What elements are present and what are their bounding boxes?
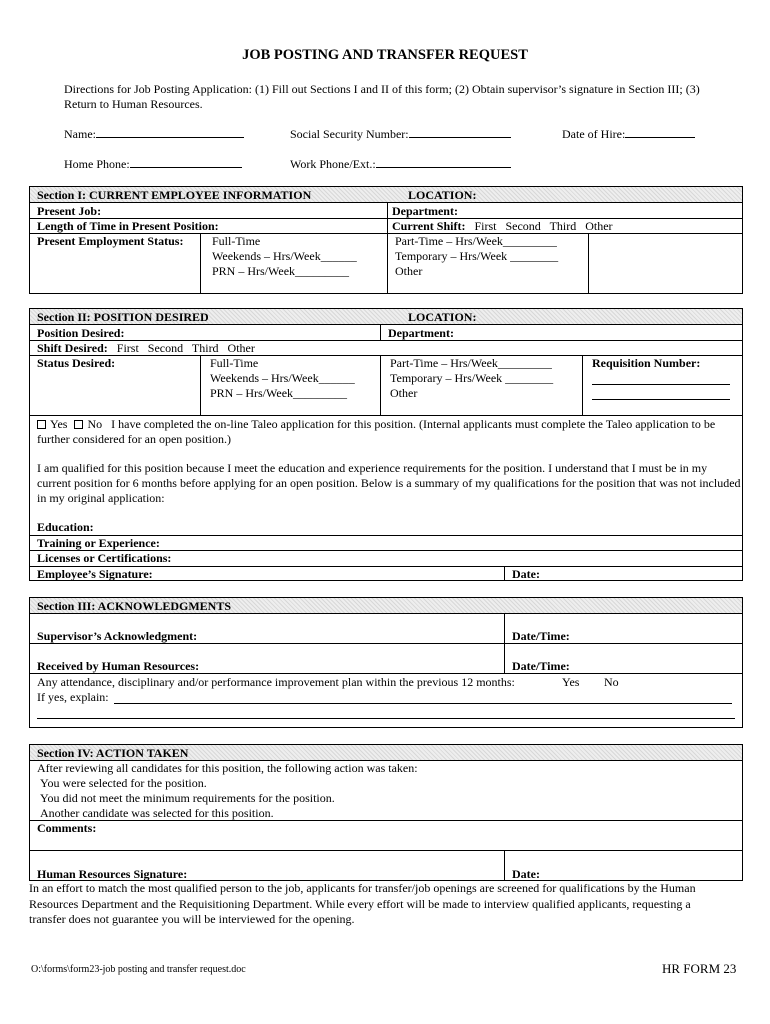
employee-signature-label: Employee’s Signature:	[37, 567, 153, 581]
status-desired-label: Status Desired:	[37, 356, 116, 370]
status-weekends[interactable]: Weekends – Hrs/Week______	[212, 249, 357, 263]
position-desired-label: Position Desired:	[37, 326, 125, 340]
section-1-title: Section I: CURRENT EMPLOYEE INFORMATION	[37, 188, 312, 202]
requisition-line-1[interactable]	[592, 384, 730, 385]
date-of-hire-field[interactable]	[562, 127, 695, 142]
comments-label: Comments:	[37, 821, 97, 835]
current-shift-row[interactable]: Current Shift: First Second Third Other	[392, 219, 613, 233]
section-2-department-label: Department:	[388, 326, 454, 340]
status-temporary[interactable]: Temporary – Hrs/Week ________	[395, 249, 559, 263]
taleo-yes-label: Yes	[50, 417, 68, 431]
supervisor-ack-label: Supervisor’s Acknowledgment:	[37, 629, 198, 643]
file-path: O:\forms\form23-job posting and transfer request.doc	[31, 964, 246, 975]
present-status-label: Present Employment Status:	[37, 234, 184, 248]
section-1-box	[29, 186, 743, 294]
home-phone-field[interactable]	[64, 157, 242, 172]
footer-note: In an effort to match the most qualified person to the job, applicants for transfer/job openings are screened for qualifications by the Human Resources Department and the Requisitioning Department. While every effort will be made to interview qualified applicants, requesting a transfer does not guarantee you will be interviewed for the opening.	[29, 881, 696, 926]
training-label: Training or Experience:	[37, 536, 160, 550]
home-phone-label: Home Phone:	[64, 157, 130, 171]
status-full-time[interactable]: Full-Time	[212, 234, 261, 248]
desired-temporary[interactable]: Temporary – Hrs/Week ________	[390, 371, 554, 385]
shift-desired-row[interactable]: Shift Desired: First Second Third Other	[37, 341, 255, 355]
taleo-statement	[37, 417, 737, 447]
section-2-title: Section II: POSITION DESIRED	[37, 310, 209, 324]
supervisor-datetime-label: Date/Time:	[512, 629, 570, 643]
employee-date-label: Date:	[512, 567, 540, 581]
action-option-not-met[interactable]: You did not meet the minimum requirements for the position.	[40, 791, 335, 805]
section-1-department-label: Department:	[392, 204, 458, 218]
section-4-title: Section IV: ACTION TAKEN	[37, 746, 189, 760]
desired-other[interactable]: Other	[390, 386, 418, 400]
taleo-no-checkbox[interactable]	[74, 420, 83, 429]
present-job-label: Present Job:	[37, 204, 102, 218]
desired-full-time[interactable]: Full-Time	[210, 356, 259, 370]
explain-line-2[interactable]	[37, 718, 735, 719]
date-of-hire-label: Date of Hire:	[562, 127, 626, 141]
form-number: HR FORM 23	[662, 961, 737, 976]
section-1-location: LOCATION:	[408, 188, 477, 202]
work-phone-label: Work Phone/Ext.:	[290, 157, 376, 171]
taleo-text: I have completed the on-line Taleo application for this position. (Internal applicants must complete the Taleo application to be further considered for an open position.)	[37, 417, 716, 446]
education-label: Education:	[37, 520, 94, 534]
attendance-no[interactable]: No	[604, 675, 619, 689]
ssn-field[interactable]	[290, 127, 511, 142]
length-of-time-label: Length of Time in Present Position:	[37, 219, 219, 233]
directions-text: Directions for Job Posting Application: (1) Fill out Sections I and II of this form; (2) Obtain supervisor’s signature in Section III; (3) Return to Human Resources.	[64, 82, 700, 111]
form-title: JOB POSTING AND TRANSFER REQUEST	[242, 47, 528, 63]
licenses-label: Licenses or Certifications:	[37, 551, 172, 565]
taleo-no-label: No	[87, 417, 103, 431]
shift-desired-options: First Second Third Other	[116, 341, 255, 355]
explain-line-1[interactable]	[114, 703, 732, 704]
hr-signature-date-label: Date:	[512, 867, 540, 881]
action-option-selected[interactable]: You were selected for the position.	[40, 776, 207, 790]
hr-signature-label: Human Resources Signature:	[37, 867, 188, 881]
section-2-box	[29, 308, 743, 581]
attendance-question: Any attendance, disciplinary and/or performance improvement plan within the previous 12 months:	[37, 675, 515, 689]
status-part-time[interactable]: Part-Time – Hrs/Week_________	[395, 234, 557, 248]
name-label: Name:	[64, 127, 96, 141]
current-shift-options: First Second Third Other	[474, 219, 613, 233]
attendance-yes[interactable]: Yes	[562, 675, 580, 689]
work-phone-field[interactable]	[290, 157, 511, 172]
requisition-number-label: Requisition Number:	[592, 356, 701, 370]
status-other[interactable]: Other	[395, 264, 423, 278]
ssn-label: Social Security Number:	[290, 127, 409, 141]
desired-part-time[interactable]: Part-Time – Hrs/Week_________	[390, 356, 552, 370]
desired-weekends[interactable]: Weekends – Hrs/Week______	[210, 371, 355, 385]
desired-prn[interactable]: PRN – Hrs/Week_________	[210, 386, 348, 400]
section-3-box	[29, 597, 743, 728]
section-3-title: Section III: ACKNOWLEDGMENTS	[37, 599, 232, 613]
qualified-statement: I am qualified for this position because I meet the education and experience requirements for the position. I understand that I must be in my current position for 6 months before applying for an open position. Below is a summary of my qualifications for the position that was not included in my original application:	[37, 461, 741, 505]
name-field[interactable]	[64, 127, 244, 142]
requisition-line-2[interactable]	[592, 399, 730, 400]
action-intro: After reviewing all candidates for this position, the following action was taken:	[37, 761, 418, 775]
section-2-location: LOCATION:	[408, 310, 477, 324]
action-option-other-candidate[interactable]: Another candidate was selected for this position.	[40, 806, 274, 820]
hr-datetime-label: Date/Time:	[512, 659, 570, 673]
section-4-box	[29, 744, 743, 881]
status-prn[interactable]: PRN – Hrs/Week_________	[212, 264, 350, 278]
received-hr-label: Received by Human Resources:	[37, 659, 200, 673]
if-yes-label: If yes, explain:	[37, 690, 109, 704]
taleo-yes-checkbox[interactable]	[37, 420, 46, 429]
